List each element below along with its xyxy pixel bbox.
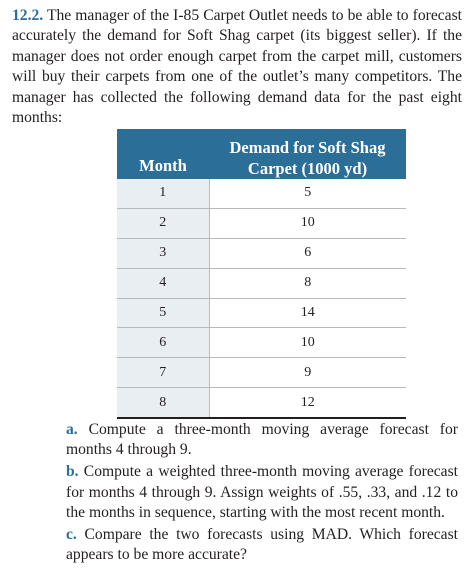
table-row [117,328,406,358]
demand-table-container [117,129,406,419]
cell-month: 7 [117,358,209,388]
cell-demand: 10 [209,328,406,358]
cell-demand: 8 [209,268,406,298]
cell-month: 4 [117,268,209,298]
table-row [117,238,406,268]
table-row [117,298,406,328]
problem-text: The manager of the I-85 Carpet Outlet needs to be able to forecast accurately the demand for Soft Shag carpet (its biggest seller). If the manager does not order enough carpet from the carpet mill, customers will buy their carpets from one of the outlet’s many competitors. The manager has collected the following demand data for the past eight months: [12,7,462,127]
cell-month: 1 [117,179,209,208]
table-row [117,388,406,418]
question-text: Compare the two forecasts using MAD. Which forecast appears to be more accurate? [66,526,458,564]
header-demand-line1: Demand for Soft Shag [229,138,386,157]
problem-number: 12.2. [12,7,44,24]
cell-demand: 9 [209,358,406,388]
question-letter: a. [66,421,78,438]
header-demand [209,129,406,179]
question-letter: c. [66,526,77,544]
table-row [117,179,406,208]
question-item [66,525,458,565]
cell-month: 6 [117,328,209,358]
question-item [66,420,458,460]
question-text: Compute a three-month moving average forecast for months 4 through 9. [66,421,458,459]
cell-month: 8 [117,388,209,418]
table-header-row [117,129,406,179]
cell-month: 2 [117,208,209,238]
cell-demand: 6 [209,238,406,268]
cell-demand: 5 [209,179,406,208]
table-row [117,358,406,388]
problem-statement [12,6,462,128]
question-letter: b. [66,463,79,481]
demand-table [117,129,406,419]
table-row [117,208,406,238]
cell-demand: 14 [209,298,406,328]
header-demand-line2: Carpet (1000 yd) [247,159,368,178]
question-item [66,462,458,523]
cell-month: 3 [117,238,209,268]
question-list [66,420,458,567]
table-row [117,268,406,298]
cell-demand: 12 [209,388,406,418]
cell-demand: 10 [209,208,406,238]
cell-month: 5 [117,298,209,328]
header-month: Month [117,129,209,179]
question-text: Compute a weighted three-month moving average forecast for months 4 through 9. Assign weights of .55, .33, and .12 to the months in sequence, starting with the most recent month. [66,463,458,521]
